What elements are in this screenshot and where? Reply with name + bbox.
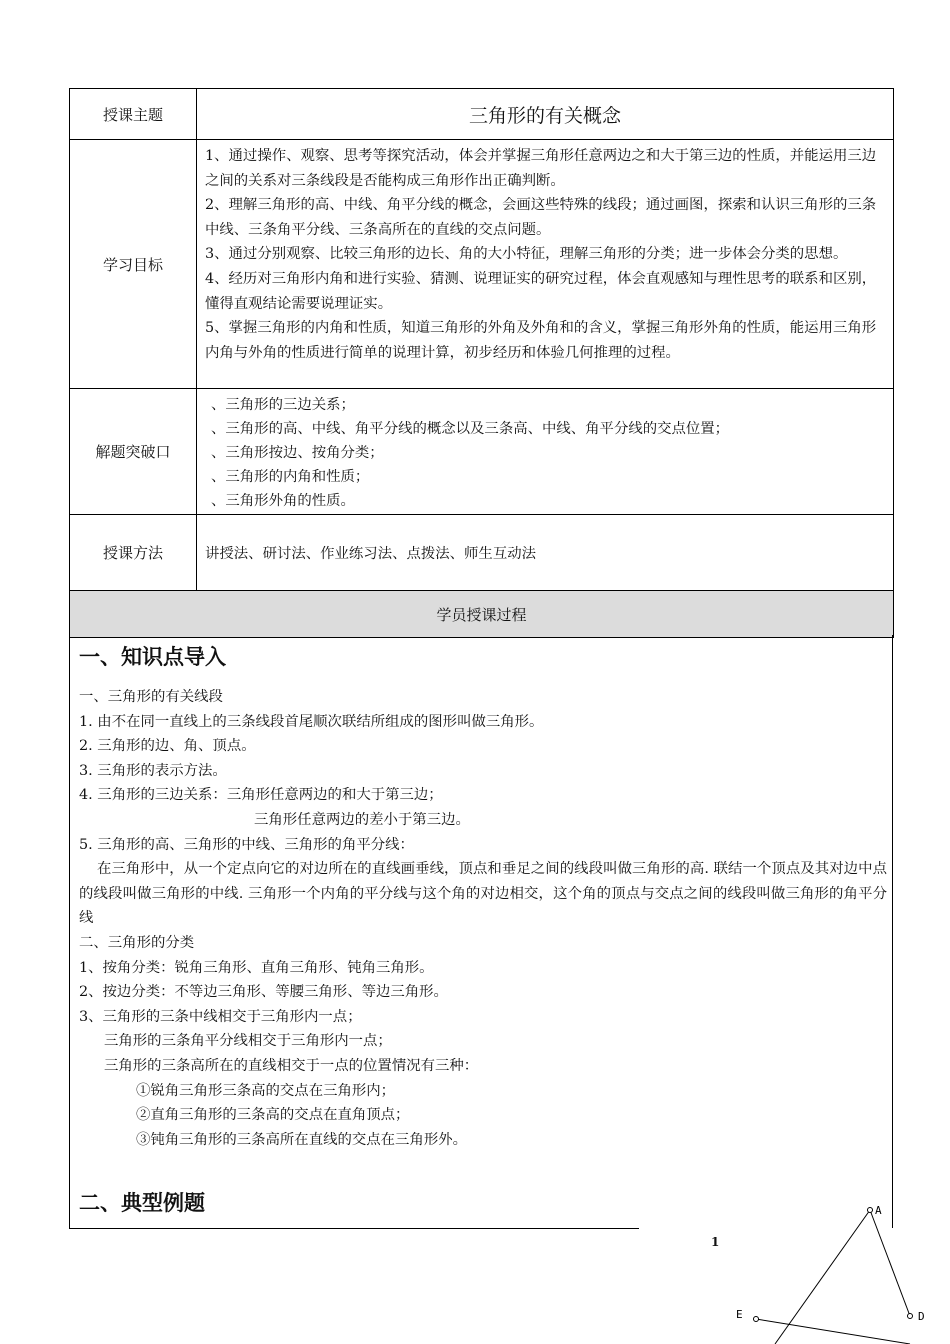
keys-label: 解题突破口 — [70, 389, 197, 514]
point-3: 3. 三角形的表示方法。 — [79, 762, 227, 779]
point-1: 1. 由不在同一直线上的三条线段首尾顺次联结所组成的图形叫做三角形。 — [79, 713, 544, 730]
section-heading-intro: 一、知识点导入 — [79, 645, 226, 669]
key-item: 、三角形的三边关系； — [211, 397, 355, 413]
goals-list — [197, 140, 894, 388]
key-item: 、三角形的内角和性质； — [211, 469, 370, 485]
key-item: 、三角形的高、中线、角平分线的概念以及三条高、中线、角平分线的交点位置； — [211, 421, 730, 437]
topic-row — [70, 89, 894, 140]
section-heading-examples: 二、典型例题 — [79, 1191, 205, 1215]
keys-row — [70, 389, 894, 515]
keys-list — [197, 389, 894, 514]
frame-bottom-rule — [69, 1228, 639, 1229]
goal-item: 5、掌握三角形的内角和性质，知道三角形的外角及外角和的含义，掌握三角形外角的性质，能运用三角形内角与外角的性质进行简单的说理计算，初步经历和体验几何推理的过程。 — [205, 320, 877, 361]
knowledge-content — [79, 637, 887, 1152]
goal-item: 4、经历对三角形内角和进行实验、猜测、说理证实的研究过程，体会直观感知与理性思考的联系和区别，懂得直观结论需要说理证实。 — [205, 270, 877, 312]
class-item-3-cont: 三角形的三条角平分线相交于三角形内一点； — [104, 1033, 392, 1050]
triangle-figure — [730, 1200, 950, 1344]
class-item-3-cont: 三角形的三条高所在的直线相交于一点的位置情况有三种： — [104, 1057, 479, 1074]
class-item-1: 1、按角分类：锐角三角形、直角三角形、钝角三角形。 — [79, 959, 434, 976]
lesson-info-table — [69, 88, 894, 638]
topic-value: 三角形的有关概念 — [197, 89, 894, 139]
key-item: 、三角形按边、按角分类； — [211, 445, 384, 461]
figure-line-ad — [870, 1210, 910, 1316]
goal-item: 2、理解三角形的高、中线、角平分线的概念，会画这些特殊的线段；通过画图，探索和认识三角形的三条中线、三条角平分线、三条高所在的直线的交点问题。 — [205, 197, 877, 238]
topic-label: 授课主题 — [70, 89, 197, 139]
point-a — [868, 1208, 873, 1213]
goals-row — [70, 140, 894, 389]
altitude-case: ③钝角三角形的三条高所在直线的交点在三角形外。 — [136, 1131, 467, 1148]
goal-item: 1、通过操作、观察、思考等探究活动，体会并掌握三角形任意两边之和大于第三边的性质，并能运用三边之间的关系对三条线段是否能构成三角形作出正确判断。 — [205, 148, 877, 189]
point-5: 5. 三角形的高、三角形的中线、三角形的角平分线： — [79, 836, 414, 853]
point-d — [908, 1314, 913, 1319]
goals-label: 学习目标 — [70, 140, 197, 388]
subheading-segments: 一、三角形的有关线段 — [79, 689, 223, 705]
subheading-classification: 二、三角形的分类 — [79, 934, 195, 951]
definition-paragraph: 在三角形中，从一个定点向它的对边所在的直线画垂线，顶点和垂足之间的线段叫做三角形的高. 联结一个顶点及其对边中点的线段叫做三角形的中线. 三角形一个内角的平分线与这个角的对边相交，这个角的顶点与交点之间的线段叫做三角形的角平分线 — [79, 861, 887, 927]
label-e: E — [736, 1308, 743, 1321]
process-header: 学员授课过程 — [70, 591, 894, 638]
label-a: A — [875, 1204, 882, 1217]
key-item: 、三角形外角的性质。 — [211, 493, 355, 509]
label-d: D — [918, 1310, 925, 1323]
class-item-3: 3、三角形的三条中线相交于三角形内一点； — [79, 1008, 362, 1025]
point-4: 4. 三角形的三边关系：三角形任意两边的和大于第三边； — [79, 787, 443, 804]
method-row — [70, 515, 894, 591]
point-2: 2. 三角形的边、角、顶点。 — [79, 738, 256, 755]
method-label: 授课方法 — [70, 515, 197, 590]
figure-line-e — [756, 1319, 910, 1344]
altitude-case: ②直角三角形的三条高的交点在直角顶点； — [136, 1107, 410, 1124]
point-4-cont: 三角形任意两边的差小于第三边。 — [254, 811, 470, 828]
method-value: 讲授法、研讨法、作业练习法、点拨法、师生互动法 — [197, 515, 894, 590]
class-item-2: 2、按边分类：不等边三角形、等腰三角形、等边三角形。 — [79, 984, 448, 1001]
page-number: 1 — [711, 1235, 720, 1249]
point-e — [754, 1317, 759, 1322]
goal-item: 3、通过分别观察、比较三角形的边长、角的大小特征，理解三角形的分类；进一步体会分类的思想。 — [205, 246, 848, 263]
altitude-case: ①锐角三角形三条高的交点在三角形内； — [136, 1082, 396, 1099]
